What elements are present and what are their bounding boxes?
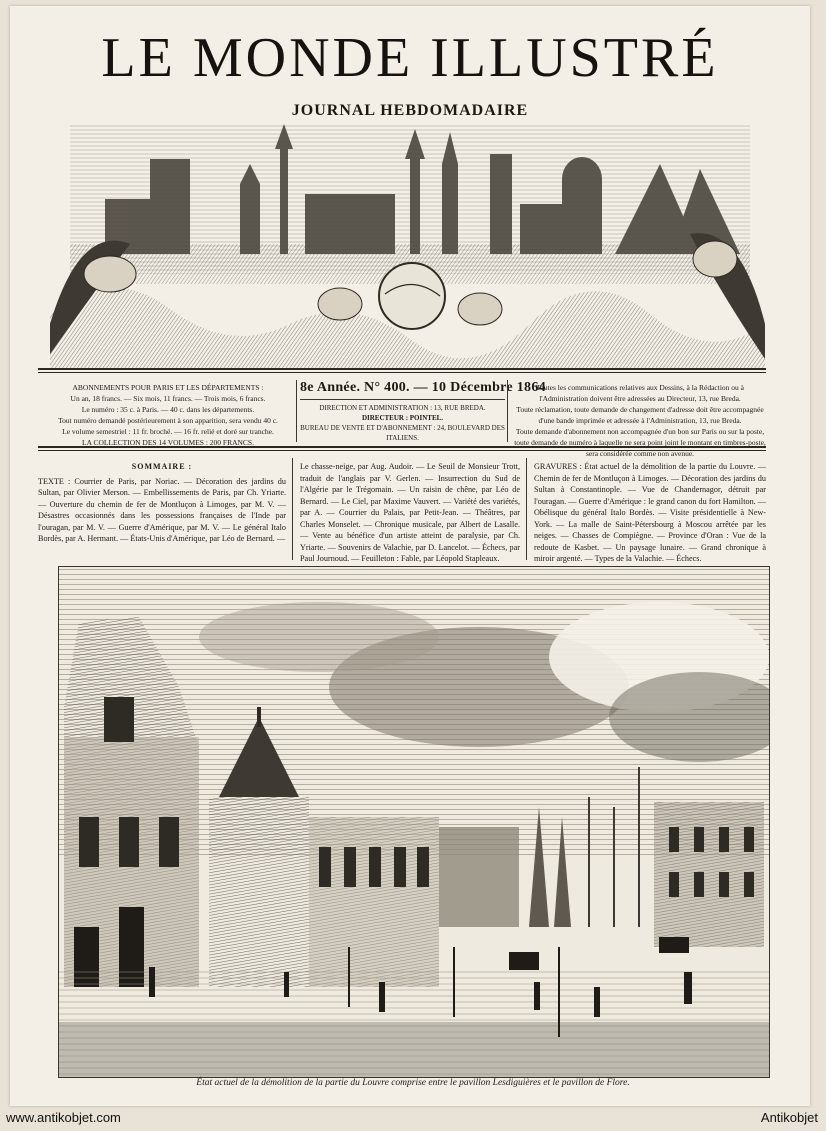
sommaire-column-3 [534, 461, 766, 565]
louvre-engraving [58, 566, 770, 1078]
sommaire-text: TEXTE : Courrier de Paris, par Noriac. — Décoration des jardins du Sultan, par Olivier Merson. — Embellissements de Paris, par Ch. Yriarte. — Ouverture du chemin de fer de Montluçon à Limoges, par M. V. — Désastres occasionnés dans les possessions françaises de l'Inde par l'ouragan, par M. V. — Guerre d'Amérique, par M. V. — Le général Italo Bordès, par A. Hermant. — États-Unis d'Amérique, par Léo de Bernard. — [38, 476, 286, 543]
illustration-caption: État actuel de la démolition de la partie du Louvre comprise entre le pavillon Lesdiguières et le pavillon de Flore. [196, 1078, 630, 1088]
footer-url[interactable]: www.antikobjet.com [6, 1110, 121, 1125]
banner-engraving [50, 124, 765, 369]
direction-line: DIRECTION ET ADMINISTRATION : 13, RUE BREDA. [319, 404, 486, 412]
column-divider [292, 458, 293, 560]
footer-brand: Antikobjet [760, 1110, 818, 1125]
divider [507, 380, 508, 442]
rule-top-thin [38, 372, 766, 373]
column-divider [526, 458, 527, 560]
info-right-line: Toute réclamation, toute demande de changement d'adresse doit être accompagnée d'une bande imprimée et adressée à l'Administration, 13, rue Breda. [516, 405, 764, 425]
bureau-line: BUREAU DE VENTE ET D'ABONNEMENT : 24, BOULEVARD DES ITALIENS. [300, 424, 505, 442]
sommaire-column-1 [38, 461, 286, 545]
info-right-line: Toutes les communications relatives aux Dessins, à la Rédaction ou à l'Administration doivent être adressées au Directeur, 13, rue Breda. [536, 383, 744, 403]
info-left-line: LA COLLECTION DES 14 VOLUMES : 200 FRANCS. [82, 438, 254, 447]
info-left-line: Le numéro : 35 c. à Paris. — 40 c. dans les départements. [81, 405, 255, 414]
director-line: DIRECTEUR : POINTEL. [361, 414, 444, 422]
info-left-line: Un an, 18 francs. — Six mois, 11 francs. — Trois mois, 6 francs. [70, 394, 266, 403]
rule-mid-thin [38, 450, 766, 451]
masthead-subtitle: JOURNAL HEBDOMADAIRE [291, 102, 529, 119]
sommaire-text: Le chasse-neige, par Aug. Audoir. — Le Seuil de Monsieur Trott, traduit de l'anglais par V. Gerlen. — Insurrection du Sud de l'Algérie par le Trégomain. — Un raisin de chêne, par Léo de Bernard. — Le Ciel, par Maxime Vauvert. — Variété des variétés, par A. — Courrier du Palais, par Petit-Jean. — Théâtres, par Charles Monselet. — Chronique musicale, par Albert de Lasalle. — Vente au bénéfice d'un artiste atteint de paralysie, par Ch. Yriarte. — Souvenirs de Valachie, par D. Lancelot. — Échecs, par Paul Journoud. — Feuilleton : Fable, par Léopold Stapleaux. [300, 462, 520, 563]
sommaire-title: SOMMAIRE : [131, 462, 193, 471]
rule-top [38, 368, 766, 370]
rule-mid [38, 446, 766, 448]
masthead-title: LE MONDE ILLUSTRÉ [101, 27, 719, 89]
info-left-line: Le volume semestriel : 11 fr. broché. — 16 fr. relié et doré sur tranche. [62, 427, 274, 436]
newspaper-page [10, 6, 810, 1106]
divider [296, 380, 297, 442]
sommaire-text: GRAVURES : État actuel de la démolition de la partie du Louvre. — Chemin de fer de Montluçon à Limoges. — Décoration des jardins du Sultan à Constantinople. — Vue de Chandernagor, détruit par l'ouragan. — Guerre d'Amérique : le grand canon du fort Hamilton. — Obélisque du général Italo Bordès. — Visite présidentielle à New-York. — La malle de Saint-Pétersbourg à Moscou arrêtée par les neiges. — Chasses de Compiègne. — Province d'Oran : Vue de la redoute de Kasbet. — Un paysage lunaire. — Grand chronique à miroir argenté. — Types de la Valachie. — Échecs. [534, 462, 766, 563]
sommaire-column-2 [300, 461, 520, 565]
subscription-info [38, 382, 298, 448]
issue-info [300, 380, 546, 443]
info-left-line: ABONNEMENTS POUR PARIS ET LES DÉPARTEMENTS : [72, 383, 264, 392]
info-left-line: Tout numéro demandé postérieurement à son apparition, sera vendu 40 c. [58, 416, 278, 425]
issue-number: 8e Année. N° 400. — 10 Décembre 1864 [300, 380, 546, 395]
info-right-line: Toute demande d'abonnement non accompagnée d'un bon sur Paris ou sur la poste, toute demande de numéro à laquelle ne sera point joint le montant en timbres-poste, sera considérée comme non avenue. [514, 427, 766, 458]
